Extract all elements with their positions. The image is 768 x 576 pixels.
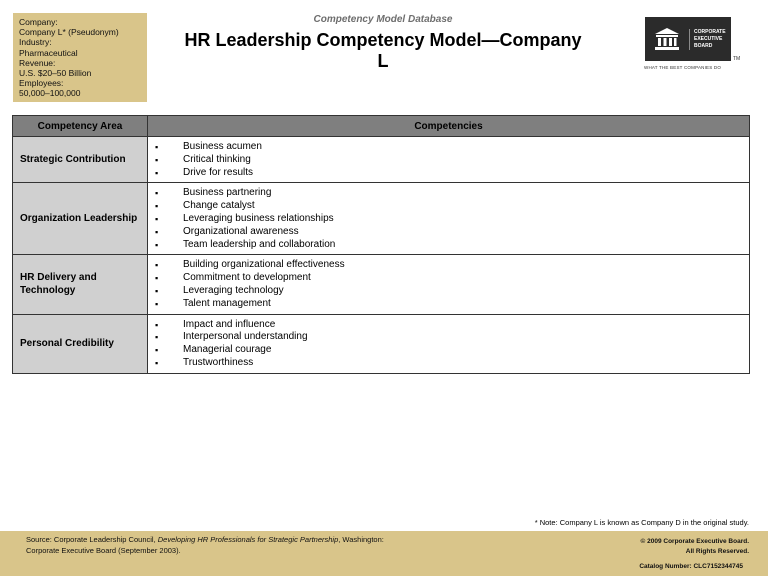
competency-text: Leveraging technology — [183, 284, 284, 296]
competency-text: Managerial courage — [183, 344, 272, 356]
competency-table — [12, 115, 750, 374]
company-info-box — [13, 13, 147, 102]
competency-area-cell: Organization Leadership — [13, 183, 148, 255]
bullet-icon: ▪ — [155, 357, 159, 368]
competency-text: Building organizational effectiveness — [183, 259, 345, 271]
bullet-icon: ▪ — [155, 260, 159, 271]
company-label: Company: — [19, 17, 58, 27]
competency-text: Commitment to development — [183, 272, 311, 284]
competency-area-cell: Strategic Contribution — [13, 137, 148, 183]
table-row — [13, 183, 750, 255]
competency-list — [148, 187, 749, 251]
footer-source — [26, 535, 496, 556]
competency-text: Drive for results — [183, 166, 254, 178]
competency-text: Trustworthiness — [183, 356, 254, 368]
bullet-icon: ▪ — [155, 201, 159, 212]
employees-value: 50,000–100,000 — [19, 88, 81, 99]
bullet-icon: ▪ — [155, 239, 159, 250]
table-row — [13, 255, 750, 314]
page-subtitle: Competency Model Database — [313, 14, 453, 25]
revenue-value: U.S. $20–50 Billion — [19, 68, 92, 79]
list-item — [148, 272, 749, 285]
bullet-icon: ▪ — [155, 226, 159, 237]
bullet-icon: ▪ — [155, 319, 159, 330]
bullet-icon: ▪ — [155, 332, 159, 343]
competency-list — [148, 141, 749, 179]
table-header-row — [13, 116, 750, 137]
competency-text: Business partnering — [183, 187, 272, 199]
bullet-icon: ▪ — [155, 213, 159, 224]
source-line-2: Corporate Executive Board (September 2003). — [26, 545, 181, 555]
cec-logo — [645, 17, 731, 61]
revenue-label: Revenue: — [19, 57, 56, 68]
list-item — [148, 285, 749, 298]
logo-tagline: WHAT THE BEST COMPANIES DO — [644, 65, 722, 70]
list-item — [148, 141, 749, 154]
catalog-number: Catalog Number: CLC7152344745 — [639, 563, 743, 570]
list-item — [148, 200, 749, 213]
logo-line-2: EXECUTIVE — [694, 35, 723, 42]
table-row — [13, 314, 750, 373]
trademark-mark: TM — [733, 56, 741, 62]
competencies-cell — [148, 183, 750, 255]
page-title: HR Leadership Competency Model—Company L — [184, 30, 582, 71]
copyright-text: © 2009 Corporate Executive Board. — [640, 538, 749, 545]
competency-area-cell: Personal Credibility — [13, 314, 148, 373]
list-item — [148, 331, 749, 344]
competency-text: Change catalyst — [183, 200, 255, 212]
list-item — [148, 154, 749, 167]
footer-copyright — [641, 537, 749, 556]
competency-text: Organizational awareness — [183, 225, 299, 237]
competency-text: Critical thinking — [183, 153, 251, 165]
industry-value: Pharmaceutical — [19, 47, 78, 58]
bullet-icon: ▪ — [155, 154, 159, 165]
footer-bar — [0, 531, 768, 576]
logo-line-1: CORPORATE — [694, 28, 726, 35]
competencies-cell — [148, 255, 750, 314]
competency-text: Team leadership and collaboration — [183, 238, 336, 250]
list-item — [148, 167, 749, 180]
rights-text: All Rights Reserved. — [685, 547, 749, 555]
industry-label: Industry: — [19, 37, 52, 48]
list-item — [148, 298, 749, 311]
header-competencies: Competencies — [148, 116, 750, 137]
bullet-icon: ▪ — [155, 273, 159, 284]
competency-text: Leveraging business relationships — [183, 212, 334, 224]
competencies-cell — [148, 314, 750, 373]
employees-label: Employees: — [19, 78, 64, 89]
header-competency-area: Competency Area — [13, 116, 148, 137]
competency-text: Interpersonal understanding — [183, 331, 308, 343]
list-item — [148, 226, 749, 239]
competency-list — [148, 319, 749, 370]
list-item — [148, 319, 749, 332]
logo-line-3: BOARD — [694, 42, 713, 49]
competency-text: Business acumen — [183, 141, 262, 152]
company-value: Company L* (Pseudonym) — [19, 27, 119, 38]
footnote: * Note: Company L is known as Company D in the original study. — [534, 518, 749, 527]
competency-area-cell: HR Delivery and Technology — [13, 255, 148, 314]
source-prefix: Source: Corporate Leadership Council, — [26, 535, 158, 544]
competency-text: Impact and influence — [183, 318, 276, 330]
list-item — [148, 239, 749, 252]
table-row — [13, 137, 750, 183]
bullet-icon: ▪ — [155, 188, 159, 199]
competencies-cell — [148, 137, 750, 183]
bullet-icon: ▪ — [155, 298, 159, 309]
bullet-icon: ▪ — [155, 285, 159, 296]
bullet-icon: ▪ — [155, 345, 159, 356]
list-item — [148, 357, 749, 370]
competency-text: Talent management — [183, 297, 271, 309]
source-title: Developing HR Professionals for Strategic Partnership — [157, 535, 339, 544]
building-columns-icon — [645, 17, 689, 61]
list-item — [148, 213, 749, 226]
competency-list — [148, 259, 749, 310]
bullet-icon: ▪ — [155, 167, 159, 178]
list-item — [148, 344, 749, 357]
logo-wordmark — [689, 29, 731, 50]
list-item — [148, 187, 749, 200]
list-item — [148, 259, 749, 272]
source-suffix: , Washington: — [338, 535, 384, 544]
bullet-icon: ▪ — [155, 142, 159, 152]
